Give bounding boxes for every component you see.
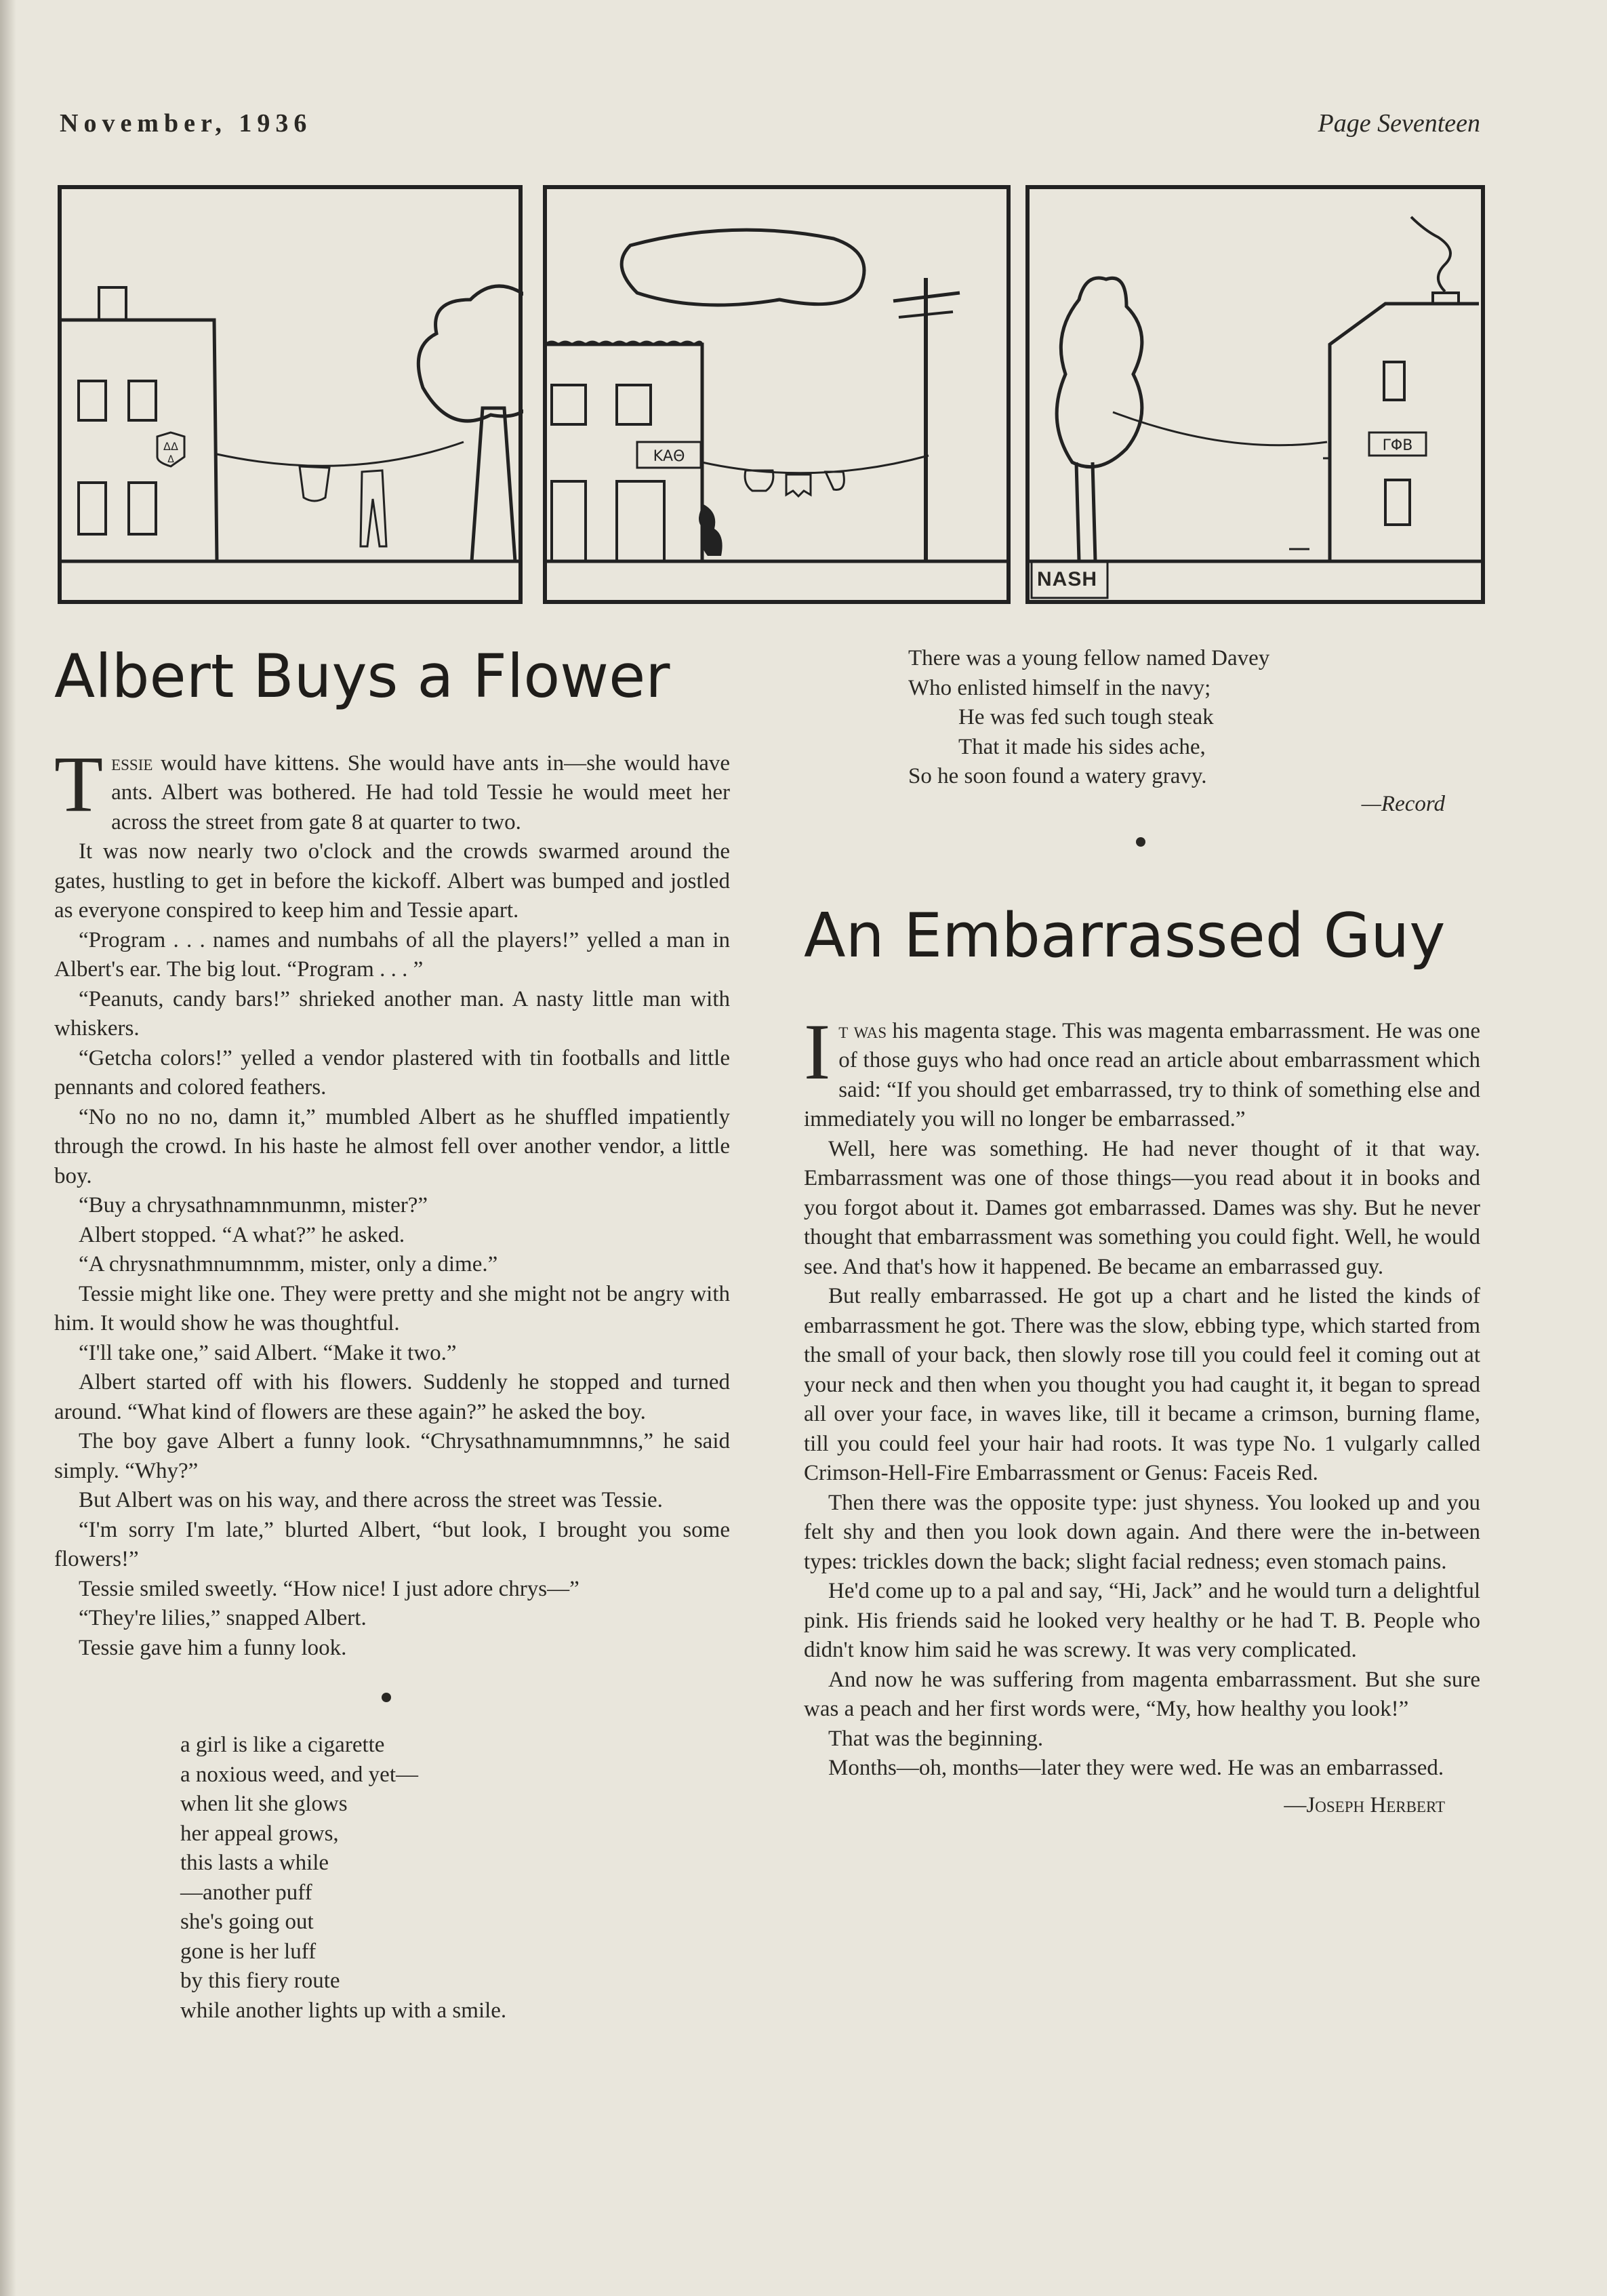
story-paragraph: “No no no no, damn it,” mumbled Albert as he shuffled impatiently through the crowd. In his haste he almost fell over another vendor, a little boy.: [54, 1104, 730, 1188]
page-header: [60, 108, 1480, 149]
story-paragraph: “I'll take one,” said Albert. “Make it two.”: [79, 1340, 457, 1365]
story-paragraph: Well, here was something. He had never thought of it that way. Embarrassment was one of those things—you read about it in books and you forgot about it. Dames got embarrassed. Dames was shy. But he never thought that embarrassment was something you could fight. Well, he would see. And that's how it happened. Be became an embarrassed guy.: [804, 1136, 1480, 1279]
left-column: [54, 641, 730, 2026]
limerick-line: That it made his sides ache,: [958, 734, 1206, 759]
comic-panel-1: [57, 184, 523, 605]
story-paragraph: That was the beginning.: [828, 1726, 1044, 1751]
right-column: [804, 644, 1480, 1818]
poem-line: —another puff: [180, 1880, 312, 1905]
poem-line: this lasts a while: [180, 1851, 329, 1876]
issue-date: November, 1936: [60, 109, 312, 138]
poem-line: her appeal grows,: [180, 1821, 339, 1846]
page-gutter-shadow: [0, 0, 16, 2296]
story-body-embarrassed: [804, 1007, 1480, 1784]
limerick-line: Who enlisted himself in the navy;: [908, 675, 1211, 700]
story-paragraph: “Buy a chrysathnamnmunmn, mister?”: [79, 1193, 428, 1218]
story-paragraph: But Albert was on his way, and there across the street was Tessie.: [79, 1488, 663, 1513]
story-paragraph: The boy gave Albert a funny look. “Chrysathnamumnmnns,” he said simply. “Why?”: [54, 1429, 730, 1483]
poem-line: a noxious weed, and yet—: [180, 1762, 418, 1787]
story-paragraph: Months—oh, months—later they were wed. He was an embarrassed.: [828, 1756, 1444, 1780]
story-paragraph: It was his magenta stage. This was magenta embarrassment. He was one of those guys who had once read an article about embarrassment which said: “If you should get embarrassed, try to think of something else and immediately you will no longer be embarrassed.”: [804, 1007, 1480, 1131]
comic-panel-2-drawing: [542, 184, 1011, 605]
story-paragraph: And now he was suffering from magenta embarrassment. But she sure was a peach and her first words were, “My, how healthy you look!”: [804, 1667, 1480, 1721]
story-paragraph: Tessie smiled sweetly. “How nice! I just adore chrys—”: [79, 1576, 579, 1601]
cigarette-poem: [180, 1731, 730, 2026]
story-paragraph: Albert stopped. “A what?” he asked.: [79, 1222, 405, 1247]
fraternity-sign-kat: ΚΑΘ: [653, 448, 685, 465]
story-paragraph: Albert started off with his flowers. Suddenly he stopped and turned around. “What kind of flowers are these again?” he asked the boy.: [54, 1370, 730, 1424]
artist-signature: NASH: [1037, 568, 1098, 590]
comic-panel-3-drawing: [1025, 184, 1486, 605]
story-paragraph: He'd come up to a pal and say, “Hi, Jack” and he would turn a delightful pink. His friends said he looked very healthy or he had T. B. People who didn't know him said he was screwy. It was very complicated.: [804, 1579, 1480, 1662]
limerick-line: There was a young fellow named Davey: [908, 646, 1270, 670]
story-title-embarrassed: An Embarrassed Guy: [804, 900, 1446, 971]
story-author: —Joseph Herbert: [1284, 1792, 1445, 1817]
story-paragraph: “I'm sorry I'm late,” blurted Albert, “but look, I brought you some flowers!”: [54, 1517, 730, 1572]
comic-strip: [57, 184, 1486, 605]
story-paragraph: “They're lilies,” snapped Albert.: [79, 1606, 367, 1631]
section-divider-dot: [382, 1693, 391, 1702]
poem-line: she's going out: [180, 1910, 314, 1935]
limerick-line: He was fed such tough steak: [958, 705, 1214, 729]
story-paragraph: “Peanuts, candy bars!” shrieked another man. A nasty little man with whiskers.: [54, 986, 730, 1041]
story-paragraph: Then there was the opposite type: just shyness. You looked up and you felt shy and then you look down again. And there were the in-between types: trickles down the back; slight facial redness; even stomach pains.: [804, 1490, 1480, 1574]
svg-text:ΔΔ: ΔΔ: [163, 440, 178, 453]
drop-cap: T: [54, 739, 104, 828]
section-divider-dot: [1136, 837, 1145, 847]
story-paragraph: “Program . . . names and numbahs of all the players!” yelled a man in Albert's ear. The big lout. “Program . . . ”: [54, 927, 730, 982]
story-paragraph: “A chrysnathmnumnmm, mister, only a dime.”: [79, 1252, 498, 1277]
page-number: Page Seventeen: [1318, 109, 1480, 138]
story-title-albert: Albert Buys a Flower: [54, 641, 670, 711]
comic-panel-1-drawing: [57, 184, 523, 605]
poem-line: by this fiery route: [180, 1969, 340, 1994]
story-paragraph: “Getcha colors!” yelled a vendor plastered with tin footballs and little pennants and colored feathers.: [54, 1045, 730, 1100]
story-body-albert: [54, 739, 730, 1664]
story-paragraph: Tessie gave him a funny look.: [79, 1635, 347, 1660]
limerick-line: So he soon found a watery gravy.: [908, 764, 1207, 788]
poem-line: a girl is like a cigarette: [180, 1733, 385, 1758]
story-paragraph: Tessie might like one. They were pretty and she might not be angry with him. It would show he was thoughtful.: [54, 1281, 730, 1336]
drop-cap: I: [804, 1007, 831, 1096]
poem-line: gone is her luff: [180, 1939, 317, 1964]
davey-limerick: [908, 644, 1480, 792]
svg-text:Δ: Δ: [167, 454, 174, 465]
story-paragraph: It was now nearly two o'clock and the crowds swarmed around the gates, hustling to get in before the kickoff. Albert was bumped and jostled as everyone conspired to keep him and Tessie apart.: [54, 839, 730, 923]
poem-line: when lit she glows: [180, 1792, 348, 1817]
fraternity-sign-gpb: ΓΦΒ: [1382, 437, 1413, 454]
comic-panel-3: [1025, 184, 1486, 605]
story-paragraph: Tessie would have kittens. She would have ants in—she would have ants. Albert was bothered. He had told Tessie he would meet her across the street from gate 8 at quarter to two.: [54, 739, 730, 834]
story-paragraph: But really embarrassed. He got up a chart and he listed the kinds of embarrassment he got. There was the slow, ebbing type, which started from the small of your back, then slowly rose till you could feel it coming out at your neck and then when you thought you had caught it, it began to spread all over your face, in waves like, till it became a crimson, burning flame, till you could feel your hair had roots. It was type No. 1 vulgarly called Crimson-Hell-Fire Embarrassment or Genus: Faceis Red.: [804, 1284, 1480, 1485]
comic-panel-2: [542, 184, 1011, 605]
poem-line: while another lights up with a smile.: [180, 1998, 507, 2023]
limerick-credit: —Record: [1361, 791, 1445, 816]
